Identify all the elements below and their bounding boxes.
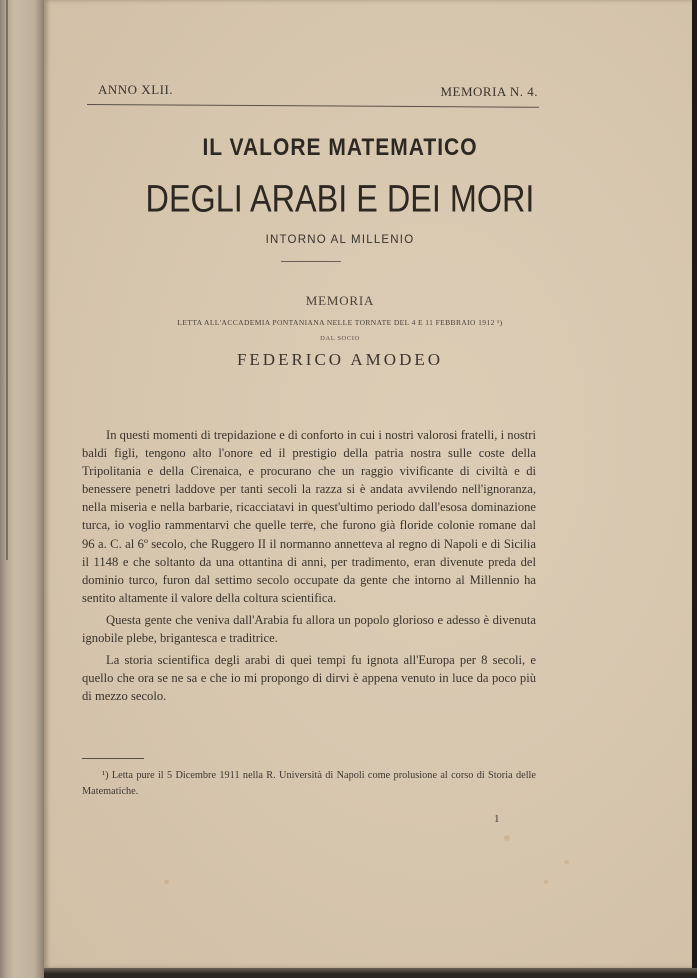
paper-stain <box>504 835 510 841</box>
by-label: DAL SOCIO <box>320 335 360 342</box>
paper-stain <box>164 880 169 884</box>
body-text <box>82 426 536 705</box>
paper-stain <box>544 880 548 884</box>
paper-stain <box>564 860 569 864</box>
memoir-label: MEMORIA <box>305 293 375 308</box>
footnote <box>82 768 536 800</box>
book-spine <box>0 0 44 978</box>
paragraph: In questi momenti di trepidazione e di conforto in cui i nostri valorosi fratelli, i nostri baldi figli, tengono alto l'onore ed il prestigio della patria nostra sulle coste della Tripolitania e della Cirenaica, e procurano che un raggio vivificante di civiltà e di benessere penetri laddove per tanti secoli la razza si è andata avvilendo nell'ignoranza, nella miseria e nella barbarie, ricacciatavi in quest'ultimo periodo dall'esosa dominazione turca, io voglio rammentarvi che quelle terre, che furono già floride colonie romane dal 96 a. C. al 6º secolo, che Ruggero II il normanno annetteva al regno di Napoli e di Sicilia il 1148 e che soltanto da una ottantina di anni, per tradimento, eran divenute preda del dominio turco, furon dal settimo secolo occupate da gente che intorno al Millennio ha sentito altamente il valore della coltura scientifica. <box>82 428 536 605</box>
footnote-rule <box>82 758 144 759</box>
paragraph: La storia scientifica degli arabi di quei tempi fu ignota all'Europa per 8 secoli, e quello che ora se ne sa e che io mi propongo di dirvi è appena venuto in luce da poco più di mezzo secolo. <box>82 653 536 704</box>
running-header <box>98 82 538 102</box>
title-line-1: IL VALORE MATEMATICO <box>202 134 478 161</box>
page-number: 1 <box>494 813 500 825</box>
title-line-2: DEGLI ARABI E DEI MORI <box>145 176 535 220</box>
paragraph: Questa gente che veniva dall'Arabia fu allora un popolo glorioso e adesso è divenuta ignobile plebe, brigantesca e traditrice. <box>82 612 536 646</box>
author-name: FEDERICO AMODEO <box>236 350 444 369</box>
volume-label: ANNO XLII. <box>98 82 174 97</box>
reading-note: LETTA ALL'ACCADEMIA PONTANIANA NELLE TORNATE DEL 4 E 11 FEBBRAIO 1912 ¹) <box>177 318 503 327</box>
memoir-number: MEMORIA N. 4. <box>440 84 538 99</box>
spine-crease <box>6 0 8 560</box>
footnote-text: ¹) Letta pure il 5 Dicembre 1911 nella R. Università di Napoli come prolusione al corso di Storia delle Matematiche. <box>82 770 536 797</box>
title-divider <box>281 261 341 262</box>
page-bottom-edge <box>44 968 697 978</box>
page-right-edge <box>692 0 697 978</box>
title-subtitle: INTORNO AL MILLENIO <box>265 234 415 246</box>
